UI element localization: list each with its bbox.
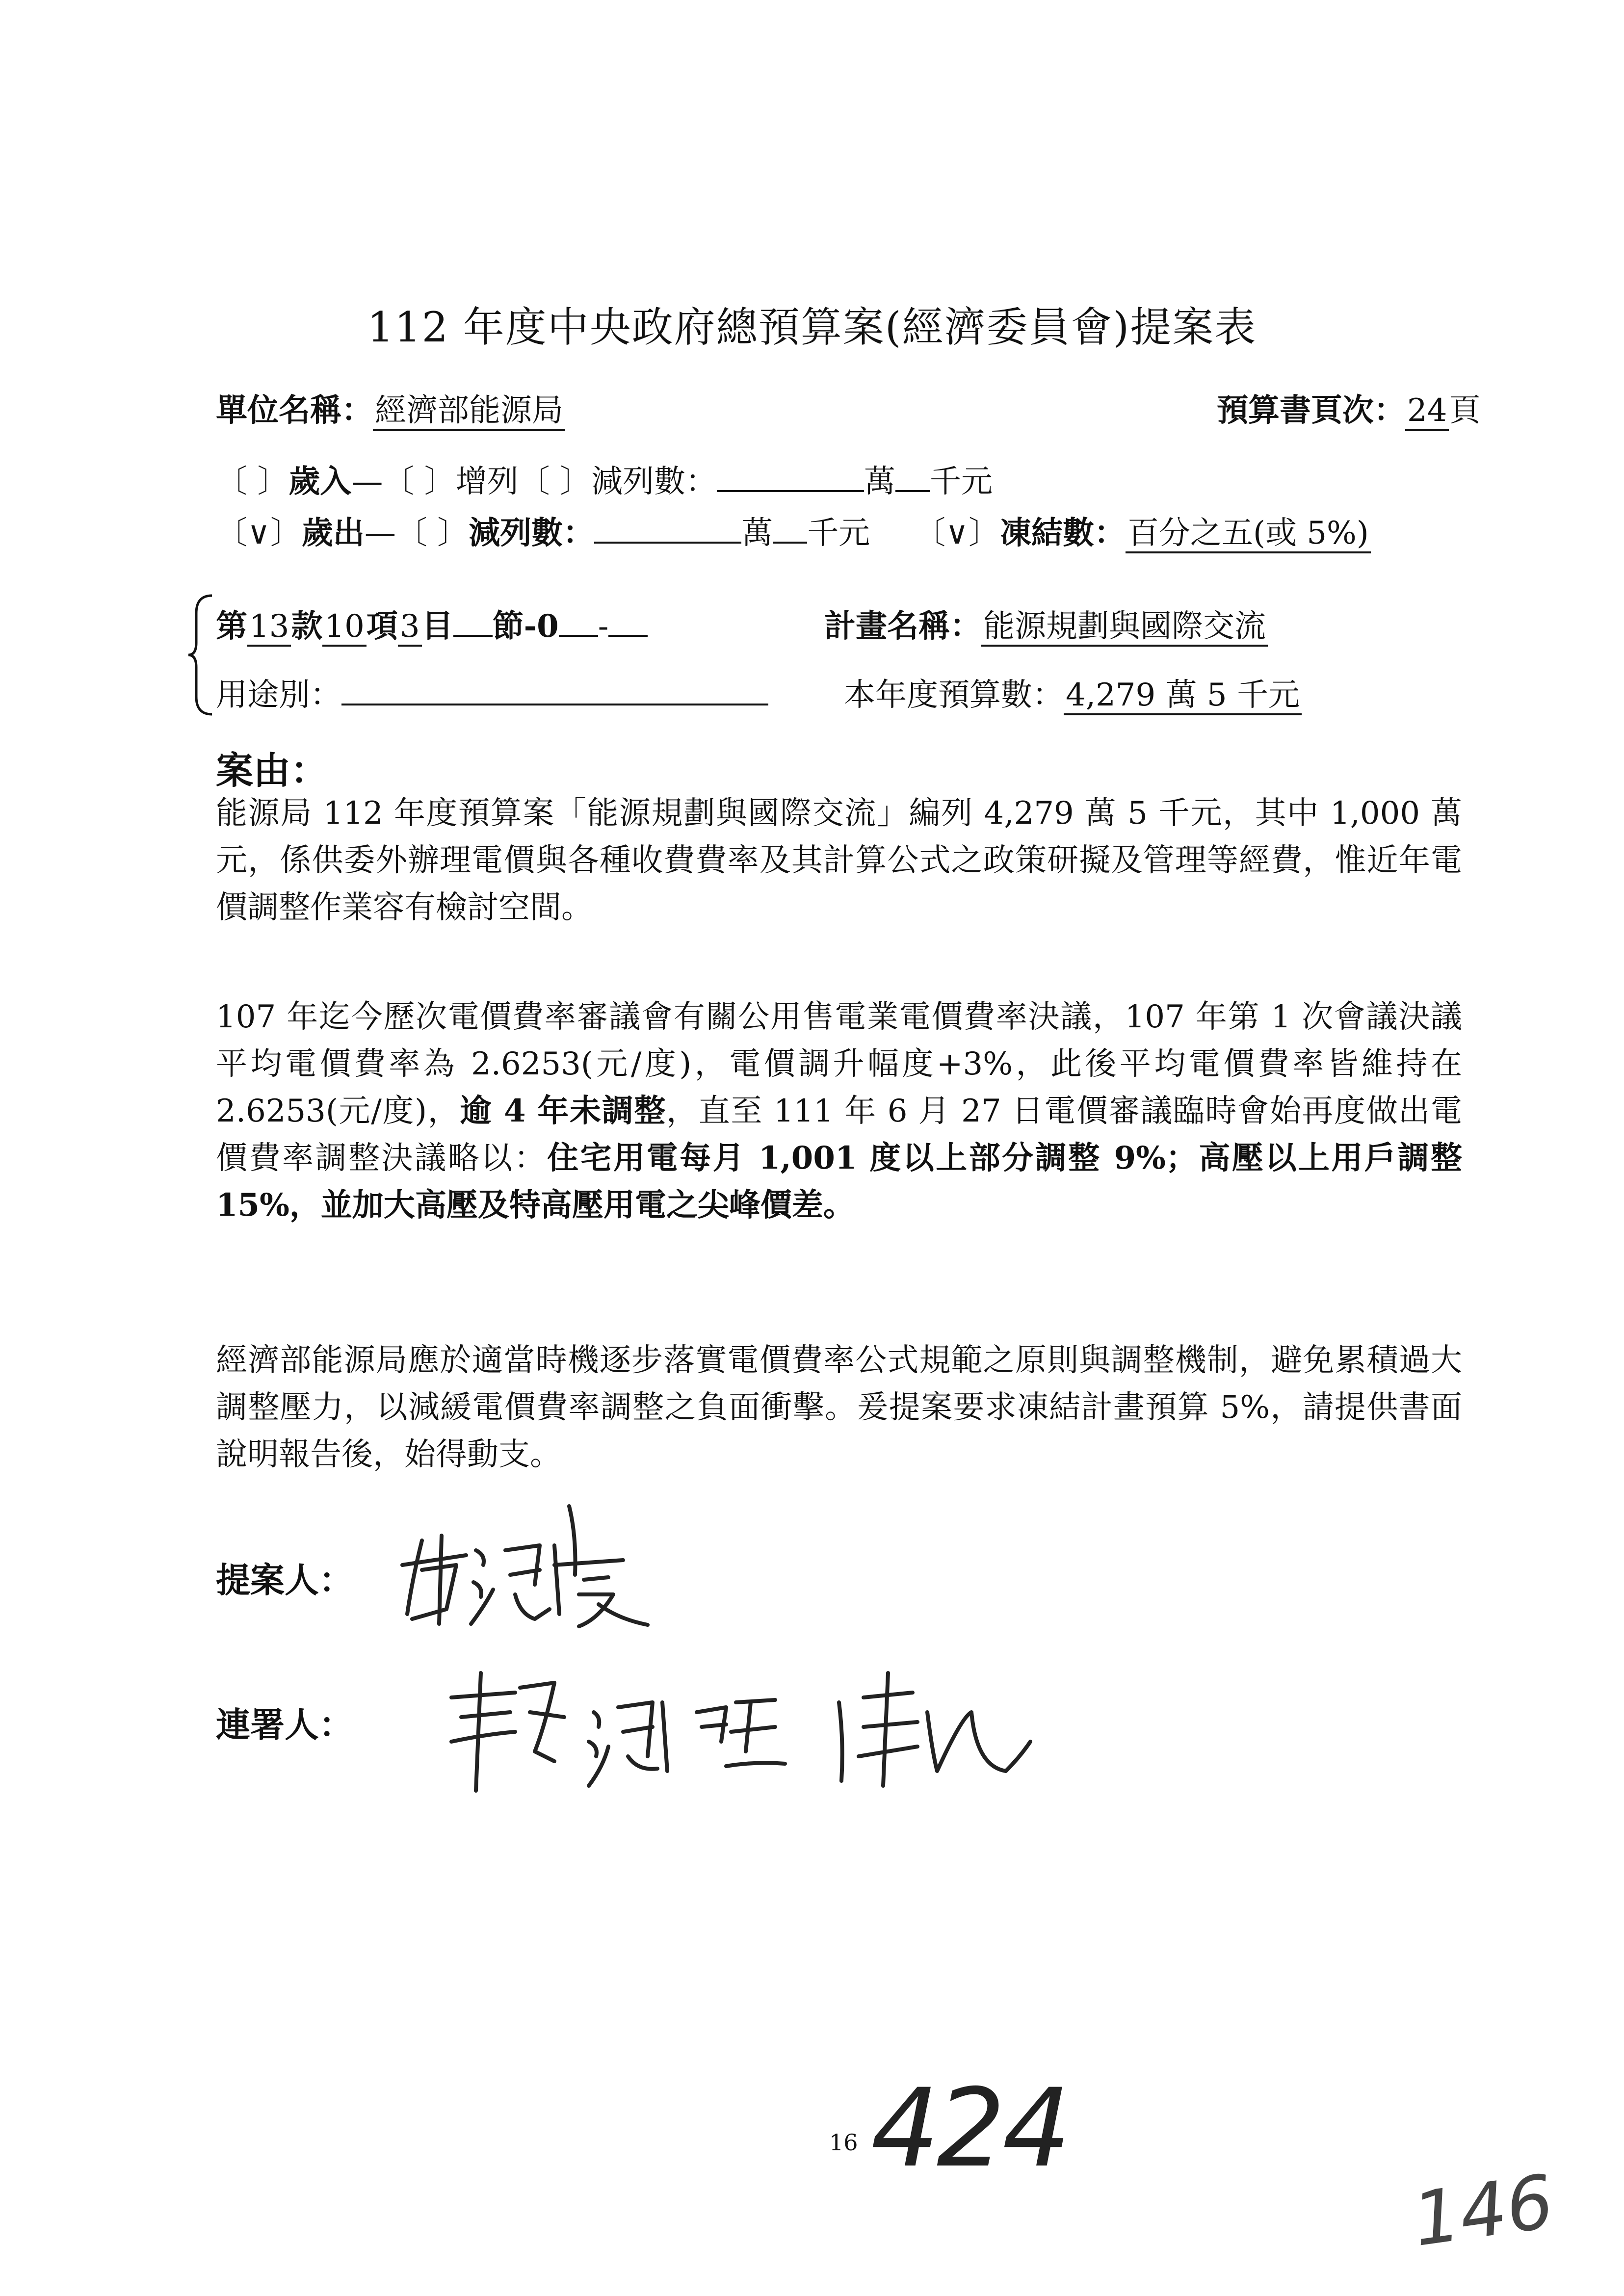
- paragraph-2-bold2: 住宅用電每月 1,001 度以上部分調整 9%；高壓以上用戶調整 15%，並加大高壓及特高壓用電之尖峰價差。: [216, 1140, 1463, 1224]
- item-bracket: [186, 594, 216, 716]
- revenue-increase-checkbox: 〔 〕: [383, 464, 456, 500]
- mu-label: 目: [421, 608, 453, 645]
- plan-label: 計畫名稱：: [824, 608, 981, 645]
- kuan-prefix: 第: [216, 608, 247, 645]
- paragraph-3: 經濟部能源局應於適當時機逐步落實電價費率公式規範之原則與調整機制，避免累積過大調整壓力，以減緩電價費率調整之負面衝擊。爰提案要求凍結計畫預算 5%，請提供書面說明報告後，始得動支。: [216, 1342, 1462, 1473]
- freeze-label: 凍結數：: [1000, 515, 1126, 551]
- cosigner-label: 連署人：: [216, 1704, 353, 1745]
- expense-amount-blank: [594, 514, 741, 544]
- expense-wan: 萬: [741, 515, 773, 551]
- expense-qian-blank: [773, 514, 807, 544]
- budget-row: [844, 670, 1302, 715]
- expense-dash: —: [364, 515, 396, 551]
- proposer-signature: [393, 1496, 667, 1644]
- unit-value: 經濟部能源局: [373, 392, 565, 431]
- xiang-label: 項: [366, 608, 398, 645]
- budget-label: 本年度預算數：: [844, 677, 1064, 713]
- proposer-label: 提案人：: [216, 1560, 353, 1600]
- paragraph-1: 能源局 112 年度預算案「能源規劃與國際交流」編列 4,279 萬 5 千元，其中 1,000 萬元，係供委外辦理電價與各種收費費率及其計算公式之政策研擬及管理等經費，惟近年電價調整作業容有檢討空間。: [216, 795, 1462, 926]
- paragraph-2: [216, 993, 1462, 1229]
- revenue-decrease-label: 減列數：: [591, 464, 717, 500]
- revenue-decrease-checkbox: 〔 〕: [518, 464, 592, 500]
- item-row: [216, 601, 648, 646]
- revenue-increase-label: 增列: [455, 464, 519, 500]
- sub-blank-2: [608, 607, 648, 637]
- unit-label: 單位名稱：: [216, 392, 373, 429]
- mu-value: 3: [398, 608, 422, 647]
- revenue-row: [216, 456, 993, 501]
- expense-decrease-checkbox: 〔 〕: [395, 515, 469, 551]
- corner-handwritten-number: 146: [1408, 2159, 1559, 2264]
- revenue-qian-blank: [895, 463, 930, 492]
- revenue-amount-blank: [717, 463, 864, 492]
- kuan-label: 款: [291, 608, 323, 645]
- freeze-checkbox: 〔∨〕: [914, 515, 1000, 551]
- expense-row: [216, 508, 1371, 553]
- item-dash: -: [598, 608, 609, 645]
- expense-qian: 千元: [807, 515, 870, 551]
- paragraph-2-part1: 107 年迄今歷次電價費率審議會有關公用售電業電價費率決議，107 年第 1 次會議決議平均電價費率為 2.6253(元/度)，電價調升幅度+3%，此後平均電價費率皆維持在 2.6253(元/度)，: [216, 999, 1462, 1129]
- expense-checkbox: 〔∨〕: [216, 515, 302, 551]
- unit-row: [216, 385, 565, 430]
- reason-heading: 案由：: [216, 749, 328, 792]
- plan-row: [824, 601, 1268, 646]
- plan-value: 能源規劃與國際交流: [981, 608, 1268, 647]
- kuan-value: 13: [247, 608, 291, 647]
- handwritten-page-number: 424: [871, 2065, 1068, 2191]
- usage-blank: [341, 676, 768, 705]
- page-number: 16: [829, 2129, 858, 2156]
- freeze-value: 百分之五(或 5%): [1126, 515, 1371, 553]
- jie-label: 節-0: [492, 608, 559, 645]
- budget-page-row: [1217, 385, 1480, 430]
- usage-row: [216, 670, 768, 715]
- budget-page-value: 24: [1405, 392, 1449, 431]
- sub-blank-1: [559, 607, 598, 637]
- usage-label: 用途別：: [216, 677, 341, 713]
- jie-blank: [453, 607, 493, 637]
- paragraph-2-bold1: 逾 4 年未調整: [460, 1093, 667, 1129]
- revenue-qian: 千元: [930, 464, 993, 500]
- budget-value: 4,279 萬 5 千元: [1064, 677, 1302, 715]
- expense-decrease-label: 減列數：: [469, 515, 595, 551]
- cosigner-signatures: [432, 1644, 1045, 1800]
- budget-page-suffix: 頁: [1449, 392, 1481, 429]
- form-title: 112 年度中央政府總預算案(經濟委員會)提案表: [367, 303, 1257, 351]
- revenue-dash: —: [351, 464, 383, 500]
- revenue-label: 歲入: [288, 463, 352, 500]
- revenue-checkbox: 〔 〕: [216, 464, 289, 500]
- paragraph-2-part2: ，直至 111 年 6 月 27 日電價審議臨時會始再度做出電價費率調整決議略以：: [216, 1093, 1463, 1176]
- budget-page-label: 預算書頁次：: [1217, 392, 1405, 429]
- revenue-wan: 萬: [864, 464, 896, 500]
- expense-label: 歲出: [301, 515, 365, 551]
- xiang-value: 10: [322, 608, 366, 647]
